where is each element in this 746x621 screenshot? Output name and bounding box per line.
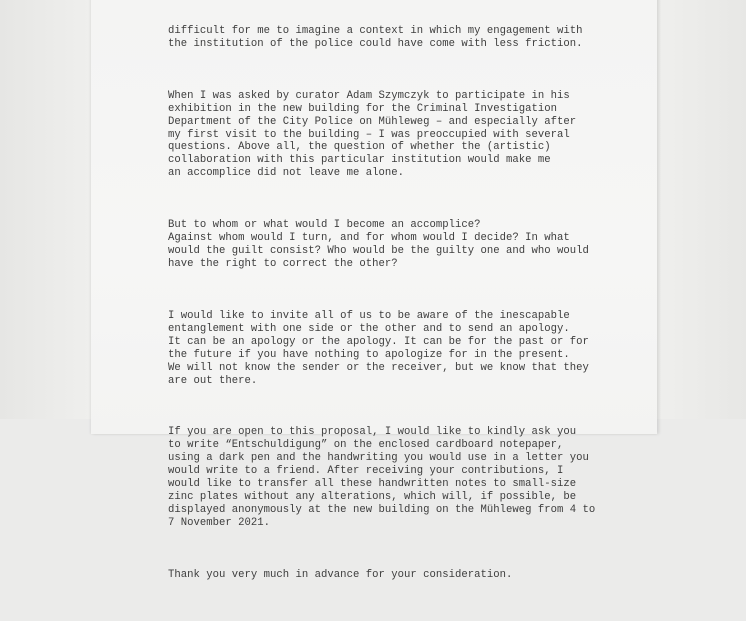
letter-paragraph-4 [168,310,648,388]
text-line: When I was asked by curator Adam Szymczyk to participate in his [168,89,570,102]
text-line: my first visit to the building – I was preoccupied with several [168,128,570,141]
text-line: Against whom would I turn, and for whom would I decide? In what [168,232,570,245]
letter-paragraph-5 [168,426,648,530]
letter-paragraph-6 [168,569,648,582]
text-line: the institution of the police could have come with less friction. [168,37,583,50]
letter-paragraph-1 [168,25,648,51]
text-line: We will not know the sender or the receiver, but we know that they [168,361,589,374]
text-line: using a dark pen and the handwriting you would use in a letter you [168,452,589,465]
text-line: would the guilt consist? Who would be the guilty one and who would [168,245,589,258]
text-line: It can be an apology or the apology. It can be for the past or for [168,335,589,348]
text-line: difficult for me to imagine a context in which my engagement with [168,24,583,37]
text-line: displayed anonymously at the new building on the Mühleweg from 4 to [168,504,596,517]
text-line: Department of the City Police on Mühleweg – and especially after [168,115,577,128]
text-line: would write to a friend. After receiving your contributions, I [168,465,564,478]
letter-sheet [91,0,657,581]
text-line: Thank you very much in advance for your consideration. [168,568,513,581]
text-line: an accomplice did not leave me alone. [168,167,404,180]
text-line: zinc plates without any alterations, which will, if possible, be [168,491,577,504]
text-line: have the right to correct the other? [168,258,398,271]
text-line: are out there. [168,374,258,387]
text-line: 7 November 2021. [168,517,271,530]
letter-paragraph-3 [168,219,648,271]
text-line: questions. Above all, the question of whether the (artistic) [168,141,551,154]
text-line: entanglement with one side or the other and to send an apology. [168,322,570,335]
text-line: exhibition in the new building for the Criminal Investigation [168,102,558,115]
letter-paragraph-2 [168,90,648,181]
text-line: collaboration with this particular institution would make me [168,154,551,167]
text-line: I would like to invite all of us to be aware of the inescapable [168,309,570,322]
text-line: would like to transfer all these handwritten notes to small-size [168,478,577,491]
text-line: to write “Entschuldigung” on the enclosed cardboard notepaper, [168,439,564,452]
text-line: But to whom or what would I become an accomplice? [168,219,481,232]
text-line: If you are open to this proposal, I would like to kindly ask you [168,426,577,439]
letter-text [168,0,648,621]
text-line: the future if you have nothing to apologize for in the present. [168,348,570,361]
